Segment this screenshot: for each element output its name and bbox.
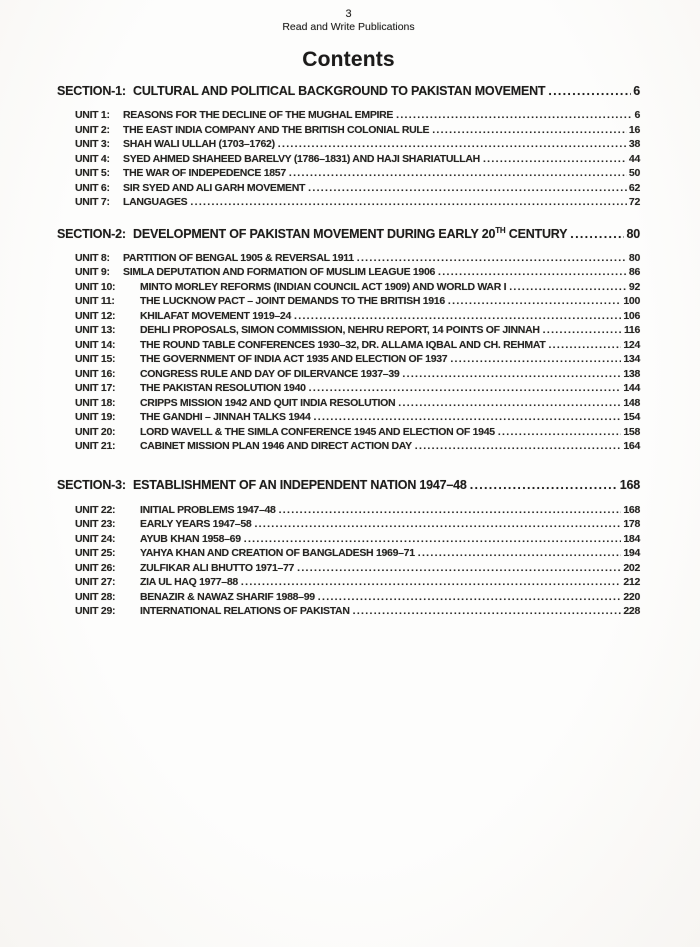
unit-label: UNIT 12:	[75, 309, 116, 322]
unit-label: UNIT 4:	[75, 152, 110, 165]
unit-label: UNIT 29:	[75, 605, 116, 617]
toc-unit-row	[57, 323, 640, 338]
unit-title: PARTITION OF BENGAL 1905 & REVERSAL 1911	[123, 251, 354, 264]
unit-page-number: 228	[623, 605, 640, 617]
unit-page-number: 154	[623, 411, 640, 423]
unit-page-number: 38	[628, 138, 640, 150]
page-title: Contents	[302, 48, 395, 71]
unit-label: UNIT 28:	[75, 590, 116, 603]
toc-unit-row	[57, 280, 640, 295]
unit-page-number: 148	[623, 396, 640, 409]
dot-leader	[498, 425, 622, 440]
unit-title: CRIPPS MISSION 1942 AND QUIT INDIA RESOLUTION	[140, 396, 396, 409]
table-of-contents	[57, 83, 640, 619]
toc-unit-row	[57, 137, 640, 152]
dot-leader	[415, 439, 622, 454]
unit-label: UNIT 6:	[75, 181, 110, 194]
dot-leader	[314, 410, 622, 425]
dot-leader	[357, 251, 627, 266]
toc-unit-row	[57, 152, 640, 167]
unit-label: UNIT 17:	[75, 382, 116, 394]
dot-leader	[278, 137, 627, 152]
toc-unit-row	[57, 396, 640, 411]
unit-title: CONGRESS RULE AND DAY OF DILERVANCE 1937–39	[140, 367, 400, 380]
unit-page-number: 16	[628, 123, 640, 136]
unit-label: UNIT 15:	[75, 353, 116, 365]
section-label: SECTION-3:	[57, 477, 126, 492]
dot-leader	[396, 108, 632, 123]
unit-page-number: 106	[623, 309, 640, 322]
unit-page-number: 134	[623, 353, 640, 365]
toc-unit-row	[57, 251, 640, 266]
dot-leader	[548, 83, 631, 100]
page-header	[57, 8, 640, 34]
unit-page-number: 72	[628, 196, 640, 208]
dot-leader	[308, 181, 627, 196]
dot-leader	[353, 604, 622, 619]
unit-title: DEHLI PROPOSALS, SIMON COMMISSION, NEHRU REPORT, 14 POINTS OF JINNAH	[140, 324, 540, 336]
section-page-number: 6	[633, 84, 640, 98]
unit-label: UNIT 21:	[75, 440, 116, 452]
toc-unit-row	[57, 575, 640, 590]
toc-unit-row	[57, 517, 640, 532]
unit-title: THE GANDHI – JINNAH TALKS 1944	[140, 411, 311, 423]
section-page-number: 168	[619, 477, 640, 492]
unit-page-number: 158	[623, 425, 640, 438]
toc-unit-row	[57, 309, 640, 324]
toc-unit-row	[57, 367, 640, 382]
toc-unit-row	[57, 181, 640, 196]
unit-page-number: 80	[628, 251, 640, 264]
section-label: SECTION-2:	[57, 226, 126, 241]
dot-leader	[543, 323, 622, 338]
dot-leader	[318, 590, 622, 605]
unit-label: UNIT 10:	[75, 280, 116, 293]
unit-page-number: 86	[628, 266, 640, 278]
toc-unit-row	[57, 590, 640, 605]
toc-unit-row	[57, 265, 640, 280]
unit-label: UNIT 13:	[75, 324, 116, 336]
dot-leader	[241, 575, 621, 590]
unit-page-number: 92	[628, 280, 640, 293]
dot-leader	[309, 381, 622, 396]
unit-label: UNIT 1:	[75, 109, 110, 121]
unit-title: THE PAKISTAN RESOLUTION 1940	[140, 382, 306, 394]
unit-title: MINTO MORLEY REFORMS (INDIAN COUNCIL ACT 1909) AND WORLD WAR I	[140, 280, 507, 293]
unit-label: UNIT 2:	[75, 123, 110, 136]
toc-unit-row	[57, 338, 640, 353]
dot-leader	[432, 123, 627, 138]
section-heading	[57, 226, 640, 243]
unit-page-number: 168	[623, 503, 640, 516]
unit-label: UNIT 20:	[75, 425, 116, 438]
unit-page-number: 100	[623, 295, 640, 307]
toc-unit-row	[57, 532, 640, 547]
unit-label: UNIT 27:	[75, 576, 116, 588]
unit-label: UNIT 24:	[75, 532, 116, 545]
toc-unit-row	[57, 546, 640, 561]
unit-label: UNIT 3:	[75, 138, 110, 150]
unit-title: KHILAFAT MOVEMENT 1919–24	[140, 309, 292, 322]
unit-title: LANGUAGES	[123, 196, 188, 208]
section-page-number: 80	[626, 226, 640, 241]
unit-title: THE WAR OF INDEPEDENCE 1857	[123, 167, 286, 179]
toc-unit-row	[57, 561, 640, 576]
toc-unit-row	[57, 604, 640, 619]
unit-page-number: 144	[623, 382, 640, 394]
toc-unit-row	[57, 381, 640, 396]
unit-label: UNIT 9:	[75, 266, 110, 278]
unit-label: UNIT 23:	[75, 518, 116, 530]
section-label: SECTION-1:	[57, 84, 126, 98]
publisher-name: Read and Write Publications	[282, 21, 415, 33]
ordinal-superscript: TH	[495, 225, 506, 235]
unit-page-number: 62	[628, 181, 640, 194]
toc-unit-row	[57, 410, 640, 425]
dot-leader	[483, 152, 627, 167]
section-heading	[57, 477, 640, 494]
unit-page-number: 164	[623, 440, 640, 452]
unit-label: UNIT 8:	[75, 251, 110, 264]
header-page-number: 3	[345, 8, 352, 20]
dot-leader	[297, 561, 621, 576]
toc-unit-row	[57, 294, 640, 309]
unit-title: THE EAST INDIA COMPANY AND THE BRITISH COLONIAL RULE	[123, 123, 430, 136]
unit-title: INITIAL PROBLEMS 1947–48	[140, 503, 276, 516]
toc-unit-row	[57, 425, 640, 440]
dot-leader	[289, 166, 627, 181]
unit-page-number: 138	[623, 367, 640, 380]
unit-page-number: 194	[623, 547, 640, 559]
unit-title: EARLY YEARS 1947–58	[140, 518, 252, 530]
dot-leader	[294, 309, 621, 324]
dot-leader	[548, 338, 621, 353]
unit-title: THE ROUND TABLE CONFERENCES 1930–32, DR. ALLAMA IQBAL AND CH. REHMAT	[140, 338, 546, 351]
unit-label: UNIT 14:	[75, 338, 116, 351]
toc-unit-row	[57, 108, 640, 123]
unit-title: YAHYA KHAN AND CREATION OF BANGLADESH 1969–71	[140, 547, 415, 559]
section-title: CULTURAL AND POLITICAL BACKGROUND TO PAKISTAN MOVEMENT	[133, 84, 546, 98]
unit-page-number: 44	[628, 152, 640, 165]
unit-label: UNIT 19:	[75, 411, 116, 423]
unit-label: UNIT 26:	[75, 561, 116, 574]
unit-page-number: 184	[623, 532, 640, 545]
unit-label: UNIT 7:	[75, 196, 110, 208]
unit-page-number: 50	[628, 167, 640, 179]
toc-unit-row	[57, 166, 640, 181]
unit-page-number: 6	[634, 109, 640, 121]
unit-title: INTERNATIONAL RELATIONS OF PAKISTAN	[140, 605, 350, 617]
toc-unit-row	[57, 439, 640, 454]
unit-title: CABINET MISSION PLAN 1946 AND DIRECT ACTION DAY	[140, 440, 412, 452]
dot-leader	[190, 195, 627, 210]
dot-leader	[570, 226, 624, 243]
unit-page-number: 116	[623, 324, 640, 336]
dot-leader	[402, 367, 621, 382]
unit-page-number: 178	[623, 518, 640, 530]
section-title: DEVELOPMENT OF PAKISTAN MOVEMENT DURING EARLY 20TH CENTURY	[133, 225, 568, 241]
dot-leader	[418, 546, 622, 561]
dot-leader	[450, 352, 621, 367]
unit-title: SIR SYED AND ALI GARH MOVEMENT	[123, 181, 306, 194]
unit-title: SHAH WALI ULLAH (1703–1762)	[123, 138, 275, 150]
toc-unit-row	[57, 123, 640, 138]
unit-title: ZULFIKAR ALI BHUTTO 1971–77	[140, 561, 295, 574]
unit-title: AYUB KHAN 1958–69	[140, 532, 241, 545]
dot-leader	[470, 477, 618, 494]
unit-title: LORD WAVELL & THE SIMLA CONFERENCE 1945 AND ELECTION OF 1945	[140, 425, 495, 438]
unit-label: UNIT 18:	[75, 396, 116, 409]
dot-leader	[509, 280, 627, 295]
unit-title: REASONS FOR THE DECLINE OF THE MUGHAL EMPIRE	[123, 109, 394, 121]
unit-title: SYED AHMED SHAHEED BARELVY (1786–1831) AND HAJI SHARIATULLAH	[123, 152, 480, 165]
unit-title: SIMLA DEPUTATION AND FORMATION OF MUSLIM LEAGUE 1906	[123, 266, 436, 278]
toc-section-2	[57, 226, 640, 454]
toc-unit-row	[57, 195, 640, 210]
dot-leader	[398, 396, 621, 411]
unit-page-number: 212	[623, 576, 640, 588]
unit-label: UNIT 11:	[75, 295, 115, 307]
toc-section-3	[57, 477, 640, 619]
section-title: ESTABLISHMENT OF AN INDEPENDENT NATION 1947–48	[133, 477, 467, 492]
unit-title: BENAZIR & NAWAZ SHARIF 1988–99	[140, 590, 315, 603]
section-heading	[57, 83, 640, 100]
dot-leader	[438, 265, 627, 280]
unit-title: ZIA UL HAQ 1977–88	[140, 576, 238, 588]
unit-title: THE GOVERNMENT OF INDIA ACT 1935 AND ELECTION OF 1937	[140, 353, 448, 365]
dot-leader	[254, 517, 621, 532]
dot-leader	[244, 532, 622, 547]
unit-page-number: 202	[623, 561, 640, 574]
unit-label: UNIT 22:	[75, 503, 116, 516]
unit-page-number: 220	[623, 590, 640, 603]
unit-label: UNIT 16:	[75, 367, 116, 380]
toc-unit-row	[57, 352, 640, 367]
dot-leader	[279, 503, 622, 518]
toc-section-1	[57, 83, 640, 210]
unit-page-number: 124	[623, 338, 640, 351]
dot-leader	[448, 294, 621, 309]
unit-label: UNIT 5:	[75, 167, 110, 179]
unit-title: THE LUCKNOW PACT – JOINT DEMANDS TO THE BRITISH 1916	[140, 295, 445, 307]
unit-label: UNIT 25:	[75, 547, 116, 559]
toc-unit-row	[57, 503, 640, 518]
